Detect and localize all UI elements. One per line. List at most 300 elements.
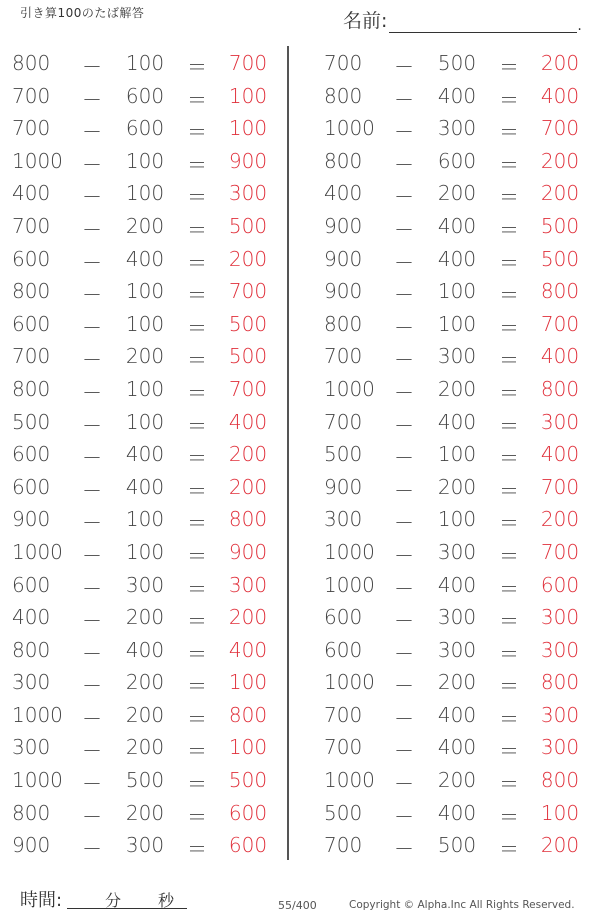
equals-sign: ＝ bbox=[499, 609, 519, 634]
minus-sign: － bbox=[394, 511, 414, 536]
equals-sign: ＝ bbox=[499, 120, 519, 145]
equals-sign: ＝ bbox=[499, 674, 519, 699]
minus-sign: － bbox=[82, 250, 102, 275]
equals-sign: ＝ bbox=[187, 348, 207, 373]
answer: 200 bbox=[228, 605, 268, 630]
subtrahend: 400 bbox=[437, 702, 477, 727]
answer: 800 bbox=[540, 670, 580, 695]
problem-row bbox=[312, 601, 600, 634]
subtrahend: 400 bbox=[437, 572, 477, 597]
minuend: 1000 bbox=[324, 572, 375, 597]
answer: 200 bbox=[540, 51, 580, 75]
answer: 500 bbox=[540, 213, 580, 238]
minus-sign: － bbox=[82, 87, 102, 112]
minuend: 400 bbox=[12, 181, 51, 206]
worksheet-title: 引き算100のたば解答 bbox=[20, 6, 145, 20]
problem-row bbox=[312, 308, 600, 341]
answer: 200 bbox=[540, 507, 580, 532]
subtrahend: 200 bbox=[437, 670, 477, 695]
minuend: 800 bbox=[12, 800, 51, 825]
answer: 500 bbox=[540, 246, 580, 271]
subtrahend: 400 bbox=[437, 800, 477, 825]
minus-sign: － bbox=[394, 120, 414, 145]
minus-sign: － bbox=[82, 772, 102, 797]
equals-sign: ＝ bbox=[187, 446, 207, 471]
minuend: 800 bbox=[12, 637, 51, 662]
minus-sign: － bbox=[82, 348, 102, 373]
problem-row bbox=[0, 829, 288, 862]
minus-sign: － bbox=[82, 478, 102, 503]
problem-row bbox=[0, 406, 288, 439]
answer: 100 bbox=[228, 735, 268, 760]
subtrahend: 100 bbox=[125, 539, 165, 564]
minuend: 1000 bbox=[12, 539, 63, 564]
subtrahend: 100 bbox=[125, 507, 165, 532]
equals-sign: ＝ bbox=[187, 283, 207, 308]
equals-sign: ＝ bbox=[187, 576, 207, 601]
answer: 700 bbox=[228, 279, 268, 304]
minuend: 900 bbox=[324, 246, 363, 271]
minuend: 1000 bbox=[324, 768, 375, 793]
minus-sign: － bbox=[394, 641, 414, 666]
subtrahend: 400 bbox=[437, 246, 477, 271]
subtrahend: 200 bbox=[437, 181, 477, 206]
minuend: 700 bbox=[12, 344, 51, 369]
equals-sign: ＝ bbox=[499, 804, 519, 829]
minuend: 500 bbox=[12, 409, 51, 434]
minuend: 900 bbox=[12, 833, 51, 858]
equals-sign: ＝ bbox=[187, 543, 207, 568]
minus-sign: － bbox=[394, 478, 414, 503]
answer: 600 bbox=[228, 800, 268, 825]
name-label: 名前: bbox=[343, 10, 388, 32]
problem-row bbox=[0, 601, 288, 634]
subtrahend: 300 bbox=[437, 637, 477, 662]
problem-row bbox=[0, 177, 288, 210]
time-label: 時間: bbox=[20, 890, 63, 911]
answer: 700 bbox=[228, 51, 268, 75]
minuend: 600 bbox=[12, 572, 51, 597]
problem-row bbox=[0, 340, 288, 373]
subtrahend: 100 bbox=[125, 148, 165, 173]
answer: 300 bbox=[540, 605, 580, 630]
problem-row bbox=[312, 275, 600, 308]
minuend: 600 bbox=[12, 442, 51, 467]
minuend: 300 bbox=[12, 735, 51, 760]
equals-sign: ＝ bbox=[187, 185, 207, 210]
minus-sign: － bbox=[394, 283, 414, 308]
subtrahend: 200 bbox=[125, 670, 165, 695]
equals-sign: ＝ bbox=[187, 674, 207, 699]
subtrahend: 100 bbox=[125, 279, 165, 304]
minus-sign: － bbox=[394, 739, 414, 764]
answer: 200 bbox=[228, 246, 268, 271]
subtrahend: 400 bbox=[125, 442, 165, 467]
problem-row bbox=[312, 731, 600, 764]
subtrahend: 200 bbox=[437, 768, 477, 793]
problem-row bbox=[312, 243, 600, 276]
equals-sign: ＝ bbox=[187, 772, 207, 797]
subtrahend: 300 bbox=[437, 539, 477, 564]
answer: 900 bbox=[228, 539, 268, 564]
answer: 600 bbox=[540, 572, 580, 597]
minuend: 700 bbox=[12, 83, 51, 108]
equals-sign: ＝ bbox=[499, 446, 519, 471]
minus-sign: － bbox=[82, 739, 102, 764]
equals-sign: ＝ bbox=[187, 55, 207, 79]
problem-row bbox=[312, 210, 600, 243]
minus-sign: － bbox=[82, 609, 102, 634]
subtrahend: 100 bbox=[125, 181, 165, 206]
minus-sign: － bbox=[82, 152, 102, 177]
equals-sign: ＝ bbox=[187, 804, 207, 829]
name-underline[interactable] bbox=[389, 12, 577, 33]
subtrahend: 100 bbox=[125, 409, 165, 434]
equals-sign: ＝ bbox=[187, 609, 207, 634]
minuend: 500 bbox=[324, 800, 363, 825]
minus-sign: － bbox=[394, 837, 414, 862]
minuend: 300 bbox=[12, 670, 51, 695]
answer: 700 bbox=[540, 311, 580, 336]
minus-sign: － bbox=[394, 674, 414, 699]
equals-sign: ＝ bbox=[499, 87, 519, 112]
answer: 100 bbox=[228, 116, 268, 141]
equals-sign: ＝ bbox=[499, 380, 519, 405]
subtrahend: 600 bbox=[125, 83, 165, 108]
answer: 400 bbox=[540, 442, 580, 467]
equals-sign: ＝ bbox=[187, 413, 207, 438]
answer: 500 bbox=[228, 344, 268, 369]
minuend: 800 bbox=[12, 279, 51, 304]
subtrahend: 300 bbox=[437, 605, 477, 630]
minuend: 600 bbox=[12, 311, 51, 336]
problem-row bbox=[0, 145, 288, 178]
minus-sign: － bbox=[394, 380, 414, 405]
answer: 400 bbox=[540, 344, 580, 369]
answer: 800 bbox=[228, 702, 268, 727]
answer: 700 bbox=[540, 539, 580, 564]
problem-row bbox=[0, 373, 288, 406]
subtrahend: 200 bbox=[125, 702, 165, 727]
subtrahend: 400 bbox=[125, 474, 165, 499]
answer: 500 bbox=[228, 213, 268, 238]
minutes-label: 分 bbox=[105, 891, 122, 910]
subtrahend: 100 bbox=[125, 311, 165, 336]
answer: 300 bbox=[540, 702, 580, 727]
subtrahend: 200 bbox=[125, 735, 165, 760]
subtrahend: 200 bbox=[125, 344, 165, 369]
equals-sign: ＝ bbox=[499, 641, 519, 666]
equals-sign: ＝ bbox=[187, 739, 207, 764]
minuend: 900 bbox=[324, 213, 363, 238]
minuend: 700 bbox=[324, 833, 363, 858]
equals-sign: ＝ bbox=[187, 706, 207, 731]
minus-sign: － bbox=[394, 185, 414, 210]
equals-sign: ＝ bbox=[499, 413, 519, 438]
problem-row bbox=[0, 731, 288, 764]
minuend: 900 bbox=[324, 279, 363, 304]
minuend: 800 bbox=[324, 83, 363, 108]
minuend: 1000 bbox=[12, 702, 63, 727]
subtrahend: 500 bbox=[437, 51, 477, 75]
minus-sign: － bbox=[82, 413, 102, 438]
minuend: 1000 bbox=[12, 148, 63, 173]
minuend: 700 bbox=[324, 702, 363, 727]
answer: 700 bbox=[540, 116, 580, 141]
equals-sign: ＝ bbox=[499, 348, 519, 373]
minus-sign: － bbox=[394, 804, 414, 829]
subtrahend: 600 bbox=[437, 148, 477, 173]
answer: 200 bbox=[540, 833, 580, 858]
minus-sign: － bbox=[394, 250, 414, 275]
equals-sign: ＝ bbox=[499, 576, 519, 601]
equals-sign: ＝ bbox=[187, 217, 207, 242]
minus-sign: － bbox=[82, 185, 102, 210]
subtrahend: 200 bbox=[437, 474, 477, 499]
subtrahend: 600 bbox=[125, 116, 165, 141]
equals-sign: ＝ bbox=[187, 380, 207, 405]
name-end-mark: . bbox=[577, 18, 582, 34]
answer: 500 bbox=[228, 311, 268, 336]
minus-sign: － bbox=[82, 217, 102, 242]
problem-row bbox=[0, 308, 288, 341]
subtrahend: 200 bbox=[125, 605, 165, 630]
seconds-label: 秒 bbox=[158, 891, 175, 910]
minuend: 700 bbox=[324, 735, 363, 760]
problem-row bbox=[312, 112, 600, 145]
answer: 900 bbox=[228, 148, 268, 173]
minus-sign: － bbox=[394, 315, 414, 340]
equals-sign: ＝ bbox=[499, 152, 519, 177]
problem-row bbox=[312, 829, 600, 862]
equals-sign: ＝ bbox=[499, 55, 519, 79]
subtrahend: 400 bbox=[437, 83, 477, 108]
problem-row bbox=[312, 438, 600, 471]
minus-sign: － bbox=[394, 446, 414, 471]
equals-sign: ＝ bbox=[187, 87, 207, 112]
equals-sign: ＝ bbox=[499, 772, 519, 797]
minuend: 600 bbox=[12, 474, 51, 499]
problem-row bbox=[0, 797, 288, 830]
subtrahend: 200 bbox=[437, 376, 477, 401]
minuend: 400 bbox=[12, 605, 51, 630]
minus-sign: － bbox=[82, 837, 102, 862]
answer: 400 bbox=[228, 409, 268, 434]
equals-sign: ＝ bbox=[187, 152, 207, 177]
subtrahend: 500 bbox=[125, 768, 165, 793]
minus-sign: － bbox=[394, 87, 414, 112]
minus-sign: － bbox=[394, 413, 414, 438]
answer: 300 bbox=[540, 409, 580, 434]
problem-row bbox=[0, 764, 288, 797]
minuend: 600 bbox=[324, 605, 363, 630]
problem-row bbox=[0, 243, 288, 276]
minus-sign: － bbox=[394, 772, 414, 797]
problem-row bbox=[312, 471, 600, 504]
minuend: 1000 bbox=[12, 768, 63, 793]
minuend: 800 bbox=[12, 376, 51, 401]
left-problem-column bbox=[0, 47, 288, 862]
problem-row bbox=[312, 569, 600, 602]
subtrahend: 400 bbox=[437, 213, 477, 238]
subtrahend: 300 bbox=[125, 572, 165, 597]
minuend: 300 bbox=[324, 507, 363, 532]
subtrahend: 300 bbox=[125, 833, 165, 858]
minus-sign: － bbox=[82, 315, 102, 340]
problem-row bbox=[312, 340, 600, 373]
minus-sign: － bbox=[82, 55, 102, 79]
equals-sign: ＝ bbox=[187, 641, 207, 666]
problem-row bbox=[312, 536, 600, 569]
minus-sign: － bbox=[394, 576, 414, 601]
minuend: 700 bbox=[12, 116, 51, 141]
minus-sign: － bbox=[82, 380, 102, 405]
problem-row bbox=[312, 503, 600, 536]
problem-row bbox=[0, 112, 288, 145]
page-number: 55/400 bbox=[278, 899, 317, 912]
equals-sign: ＝ bbox=[499, 283, 519, 308]
minuend: 700 bbox=[12, 213, 51, 238]
problem-row bbox=[312, 80, 600, 113]
minus-sign: － bbox=[82, 283, 102, 308]
subtrahend: 400 bbox=[437, 735, 477, 760]
minus-sign: － bbox=[394, 152, 414, 177]
equals-sign: ＝ bbox=[499, 706, 519, 731]
answer: 200 bbox=[228, 442, 268, 467]
right-problem-column bbox=[312, 47, 600, 862]
problem-row bbox=[0, 275, 288, 308]
minuend: 800 bbox=[324, 148, 363, 173]
minuend: 700 bbox=[324, 344, 363, 369]
equals-sign: ＝ bbox=[187, 250, 207, 275]
minus-sign: － bbox=[82, 804, 102, 829]
subtrahend: 500 bbox=[437, 833, 477, 858]
answer: 100 bbox=[228, 83, 268, 108]
answer: 200 bbox=[228, 474, 268, 499]
answer: 100 bbox=[228, 670, 268, 695]
problem-row bbox=[312, 797, 600, 830]
subtrahend: 300 bbox=[437, 344, 477, 369]
minuend: 600 bbox=[12, 246, 51, 271]
equals-sign: ＝ bbox=[499, 185, 519, 210]
subtrahend: 100 bbox=[125, 51, 165, 75]
problem-row bbox=[0, 634, 288, 667]
equals-sign: ＝ bbox=[187, 837, 207, 862]
problem-row bbox=[312, 373, 600, 406]
subtrahend: 200 bbox=[125, 800, 165, 825]
minus-sign: － bbox=[394, 543, 414, 568]
minuend: 600 bbox=[324, 637, 363, 662]
subtrahend: 300 bbox=[437, 116, 477, 141]
minus-sign: － bbox=[394, 217, 414, 242]
minuend: 1000 bbox=[324, 116, 375, 141]
equals-sign: ＝ bbox=[499, 250, 519, 275]
equals-sign: ＝ bbox=[499, 739, 519, 764]
equals-sign: ＝ bbox=[499, 511, 519, 536]
answer: 600 bbox=[228, 833, 268, 858]
equals-sign: ＝ bbox=[187, 478, 207, 503]
answer: 300 bbox=[228, 572, 268, 597]
problem-row bbox=[312, 406, 600, 439]
problem-row bbox=[0, 210, 288, 243]
answer: 800 bbox=[540, 376, 580, 401]
minuend: 1000 bbox=[324, 539, 375, 564]
problem-row bbox=[312, 47, 600, 80]
problem-row bbox=[0, 503, 288, 536]
answer: 100 bbox=[540, 800, 580, 825]
answer: 800 bbox=[540, 768, 580, 793]
minus-sign: － bbox=[82, 706, 102, 731]
answer: 800 bbox=[228, 507, 268, 532]
minuend: 1000 bbox=[324, 670, 375, 695]
problem-row bbox=[0, 569, 288, 602]
name-field bbox=[343, 6, 582, 33]
answer: 300 bbox=[540, 735, 580, 760]
equals-sign: ＝ bbox=[499, 837, 519, 862]
problem-row bbox=[312, 145, 600, 178]
minus-sign: － bbox=[82, 576, 102, 601]
problem-row bbox=[0, 80, 288, 113]
answer: 700 bbox=[540, 474, 580, 499]
minuend: 700 bbox=[324, 409, 363, 434]
equals-sign: ＝ bbox=[187, 315, 207, 340]
subtrahend: 400 bbox=[437, 409, 477, 434]
equals-sign: ＝ bbox=[187, 511, 207, 536]
answer: 200 bbox=[540, 148, 580, 173]
subtrahend: 100 bbox=[437, 311, 477, 336]
minus-sign: － bbox=[82, 674, 102, 699]
answer: 400 bbox=[228, 637, 268, 662]
problem-row bbox=[312, 764, 600, 797]
problem-row bbox=[312, 699, 600, 732]
subtrahend: 200 bbox=[125, 213, 165, 238]
problem-row bbox=[0, 699, 288, 732]
subtrahend: 100 bbox=[125, 376, 165, 401]
answer: 400 bbox=[540, 83, 580, 108]
minuend: 800 bbox=[324, 311, 363, 336]
answer: 200 bbox=[540, 181, 580, 206]
minuend: 800 bbox=[12, 51, 51, 75]
answer: 300 bbox=[540, 637, 580, 662]
answer: 300 bbox=[228, 181, 268, 206]
minus-sign: － bbox=[82, 511, 102, 536]
minus-sign: － bbox=[82, 641, 102, 666]
subtrahend: 100 bbox=[437, 279, 477, 304]
minus-sign: － bbox=[394, 348, 414, 373]
equals-sign: ＝ bbox=[187, 120, 207, 145]
answer: 700 bbox=[228, 376, 268, 401]
subtrahend: 400 bbox=[125, 637, 165, 662]
equals-sign: ＝ bbox=[499, 478, 519, 503]
minus-sign: － bbox=[394, 55, 414, 79]
answer: 800 bbox=[540, 279, 580, 304]
minus-sign: － bbox=[394, 609, 414, 634]
minuend: 900 bbox=[324, 474, 363, 499]
subtrahend: 100 bbox=[437, 442, 477, 467]
minus-sign: － bbox=[82, 120, 102, 145]
minus-sign: － bbox=[394, 706, 414, 731]
equals-sign: ＝ bbox=[499, 543, 519, 568]
problem-row bbox=[312, 177, 600, 210]
problem-row bbox=[312, 666, 600, 699]
subtrahend: 400 bbox=[125, 246, 165, 271]
problem-row bbox=[0, 536, 288, 569]
minuend: 400 bbox=[324, 181, 363, 206]
problem-row bbox=[312, 634, 600, 667]
problem-row bbox=[0, 47, 288, 80]
minus-sign: － bbox=[82, 543, 102, 568]
minus-sign: － bbox=[82, 446, 102, 471]
